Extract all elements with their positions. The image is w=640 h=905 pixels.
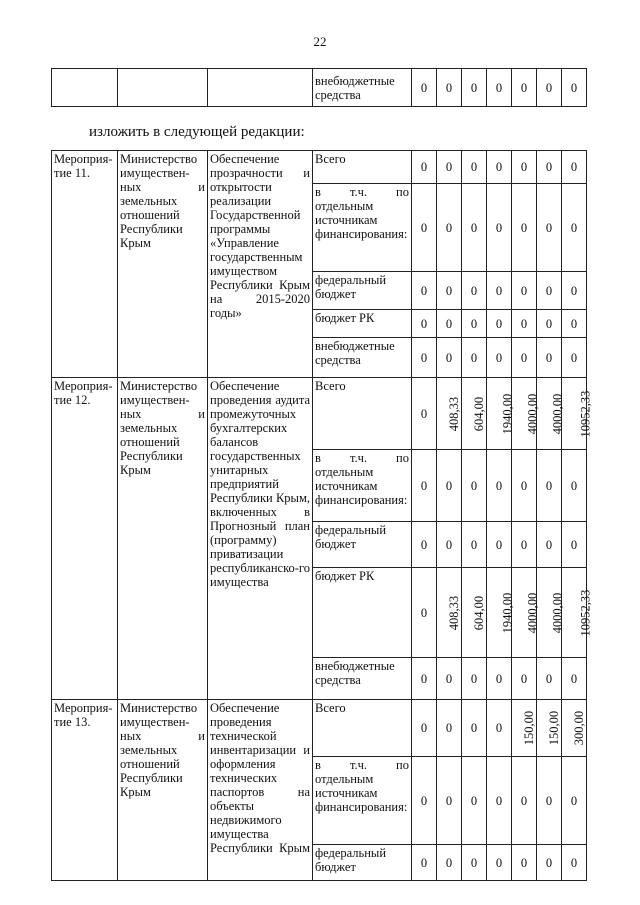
- value-cell: 0: [462, 272, 487, 310]
- value-cell: 0: [437, 658, 462, 700]
- value-cell: [537, 378, 565, 450]
- value-cell: 0: [562, 845, 587, 881]
- value-cell: 0: [462, 522, 487, 568]
- value-cell: 0: [512, 272, 537, 310]
- funding-source: в т.ч. по отдельным источникам финансирования:: [313, 450, 412, 522]
- value-text: 10952,33: [578, 589, 593, 636]
- measures-table: [51, 150, 593, 881]
- value-cell: [512, 568, 540, 658]
- value-cell: 0: [562, 69, 587, 107]
- value-text: 604,00: [472, 396, 487, 431]
- value-cell: 0: [487, 700, 512, 757]
- executor-cell: Министерство имуществен-ных и земельных отношений Республики Крым: [118, 700, 208, 881]
- top-fragment-table: [51, 68, 587, 107]
- value-cell: 0: [437, 700, 462, 757]
- value-cell: [462, 378, 487, 450]
- value-text: 408,33: [447, 595, 462, 630]
- value-cell: 0: [462, 310, 487, 338]
- value-cell: 0: [412, 700, 437, 757]
- description-cell: Обеспечение проведения аудита промежуточных бухгалтерских балансов государственных унитарных предприятий Республики Крым, включенных в Прогнозный план (программу) приватизации республиканско-го имущества: [208, 378, 313, 700]
- value-cell: 0: [437, 310, 462, 338]
- value-cell: [537, 568, 565, 658]
- value-cell: 0: [512, 184, 537, 272]
- value-cell: 0: [562, 310, 587, 338]
- value-cell: 0: [487, 757, 512, 845]
- funding-source: федеральный бюджет: [313, 272, 412, 310]
- funding-source: внебюджетные средства: [313, 338, 412, 378]
- value-cell: 0: [412, 568, 437, 658]
- value-cell: 0: [487, 338, 512, 378]
- value-cell: 0: [562, 757, 587, 845]
- value-cell: [512, 700, 537, 757]
- executor-cell: Министерство имуществен-ных и земельных отношений Республики Крым: [118, 151, 208, 378]
- value-cell: 0: [537, 658, 562, 700]
- value-cell: 0: [437, 69, 462, 107]
- value-cell: 0: [562, 338, 587, 378]
- funding-source: внебюджетные средства: [313, 69, 412, 107]
- value-cell: 0: [412, 757, 437, 845]
- value-text: 4000,00: [525, 393, 540, 434]
- value-cell: 0: [512, 450, 537, 522]
- value-cell: 0: [412, 658, 437, 700]
- value-text: 4000,00: [550, 592, 565, 633]
- description-cell: Обеспечение прозрачности и открытости реализации Государственной программы «Управление государственным имуществом Республики Крым на 2015-2020 годы»: [208, 151, 313, 378]
- value-cell: 0: [437, 338, 462, 378]
- value-cell: 0: [412, 272, 437, 310]
- value-cell: 0: [437, 184, 462, 272]
- value-cell: 0: [412, 338, 437, 378]
- value-cell: 0: [512, 338, 537, 378]
- top-empty-cell: [208, 69, 313, 107]
- value-cell: [562, 568, 593, 658]
- value-cell: 0: [412, 378, 437, 450]
- value-cell: 0: [437, 522, 462, 568]
- value-cell: 0: [487, 69, 512, 107]
- value-cell: 0: [487, 184, 512, 272]
- funding-source: в т.ч. по отдельным источникам финансирования:: [313, 757, 412, 845]
- value-cell: 0: [537, 151, 562, 184]
- value-cell: 0: [537, 757, 562, 845]
- value-cell: 0: [462, 69, 487, 107]
- value-cell: 0: [412, 151, 437, 184]
- funding-source: Всего: [313, 378, 412, 450]
- measure-label: Мероприя-тие 11.: [52, 151, 118, 378]
- value-text: 150,00: [547, 710, 562, 746]
- value-cell: 0: [487, 310, 512, 338]
- value-cell: 0: [487, 272, 512, 310]
- value-cell: [512, 378, 540, 450]
- value-cell: 0: [512, 151, 537, 184]
- value-cell: 0: [537, 272, 562, 310]
- value-cell: 0: [437, 757, 462, 845]
- value-cell: 0: [537, 450, 562, 522]
- page-number: 22: [313, 34, 327, 49]
- value-cell: 0: [487, 522, 512, 568]
- top-empty-cell: [52, 69, 118, 107]
- value-cell: 0: [462, 757, 487, 845]
- measure-label: Мероприя-тие 13.: [52, 700, 118, 881]
- value-cell: 0: [412, 845, 437, 881]
- value-cell: 0: [462, 151, 487, 184]
- value-cell: 0: [462, 845, 487, 881]
- value-text: 604,00: [472, 595, 487, 630]
- value-cell: 0: [537, 310, 562, 338]
- value-text: 4000,00: [525, 592, 540, 633]
- value-cell: 0: [537, 845, 562, 881]
- value-cell: 0: [562, 272, 587, 310]
- value-cell: 0: [462, 184, 487, 272]
- value-cell: 0: [512, 69, 537, 107]
- value-cell: [437, 378, 462, 450]
- value-cell: 0: [462, 658, 487, 700]
- funding-source: федеральный бюджет: [313, 522, 412, 568]
- value-cell: 0: [562, 522, 587, 568]
- value-cell: [537, 700, 562, 757]
- intro-text: изложить в следующей редакции:: [89, 124, 305, 140]
- value-cell: 0: [412, 310, 437, 338]
- measure-label: Мероприя-тие 12.: [52, 378, 118, 700]
- funding-source: Всего: [313, 151, 412, 184]
- value-cell: 0: [487, 151, 512, 184]
- funding-source: бюджет РК: [313, 310, 412, 338]
- value-cell: 0: [437, 450, 462, 522]
- value-cell: 0: [462, 450, 487, 522]
- value-cell: 0: [437, 272, 462, 310]
- value-cell: 0: [512, 522, 537, 568]
- value-cell: 0: [512, 845, 537, 881]
- value-cell: 0: [562, 658, 587, 700]
- value-cell: [487, 568, 515, 658]
- funding-source: федеральный бюджет: [313, 845, 412, 881]
- value-cell: 0: [462, 338, 487, 378]
- value-cell: 0: [412, 184, 437, 272]
- funding-source: Всего: [313, 700, 412, 757]
- value-cell: 0: [512, 310, 537, 338]
- value-cell: 0: [512, 757, 537, 845]
- value-text: 300,00: [572, 710, 587, 746]
- value-text: 1940,00: [500, 592, 515, 633]
- value-cell: [562, 378, 593, 450]
- funding-source: бюджет РК: [313, 568, 412, 658]
- value-cell: 0: [537, 338, 562, 378]
- value-cell: 0: [412, 69, 437, 107]
- value-cell: 0: [512, 658, 537, 700]
- value-cell: 0: [437, 845, 462, 881]
- value-cell: 0: [537, 69, 562, 107]
- value-cell: 0: [487, 450, 512, 522]
- value-cell: 0: [462, 700, 487, 757]
- value-text: 150,00: [522, 710, 537, 746]
- value-cell: 0: [537, 184, 562, 272]
- description-cell: Обеспечение проведения технической инвентаризации и оформления технических паспортов на объекты недвижимого имущества Республики Крым: [208, 700, 313, 881]
- value-text: 1940,00: [500, 393, 515, 434]
- value-cell: 0: [412, 450, 437, 522]
- value-cell: 0: [537, 522, 562, 568]
- value-text: 10952,33: [578, 390, 593, 437]
- value-cell: [462, 568, 487, 658]
- value-cell: 0: [562, 450, 587, 522]
- value-cell: 0: [437, 151, 462, 184]
- funding-source: внебюджетные средства: [313, 658, 412, 700]
- value-cell: [437, 568, 462, 658]
- value-cell: 0: [487, 845, 512, 881]
- value-cell: 0: [562, 151, 587, 184]
- value-cell: 0: [412, 522, 437, 568]
- value-cell: 0: [487, 658, 512, 700]
- funding-source: в т.ч. по отдельным источникам финансирования:: [313, 184, 412, 272]
- executor-cell: Министерство имуществен-ных и земельных отношений Республики Крым: [118, 378, 208, 700]
- value-text: 408,33: [447, 396, 462, 431]
- value-cell: [562, 700, 587, 757]
- value-cell: 0: [562, 184, 587, 272]
- value-text: 4000,00: [550, 393, 565, 434]
- value-cell: [487, 378, 515, 450]
- top-empty-cell: [118, 69, 208, 107]
